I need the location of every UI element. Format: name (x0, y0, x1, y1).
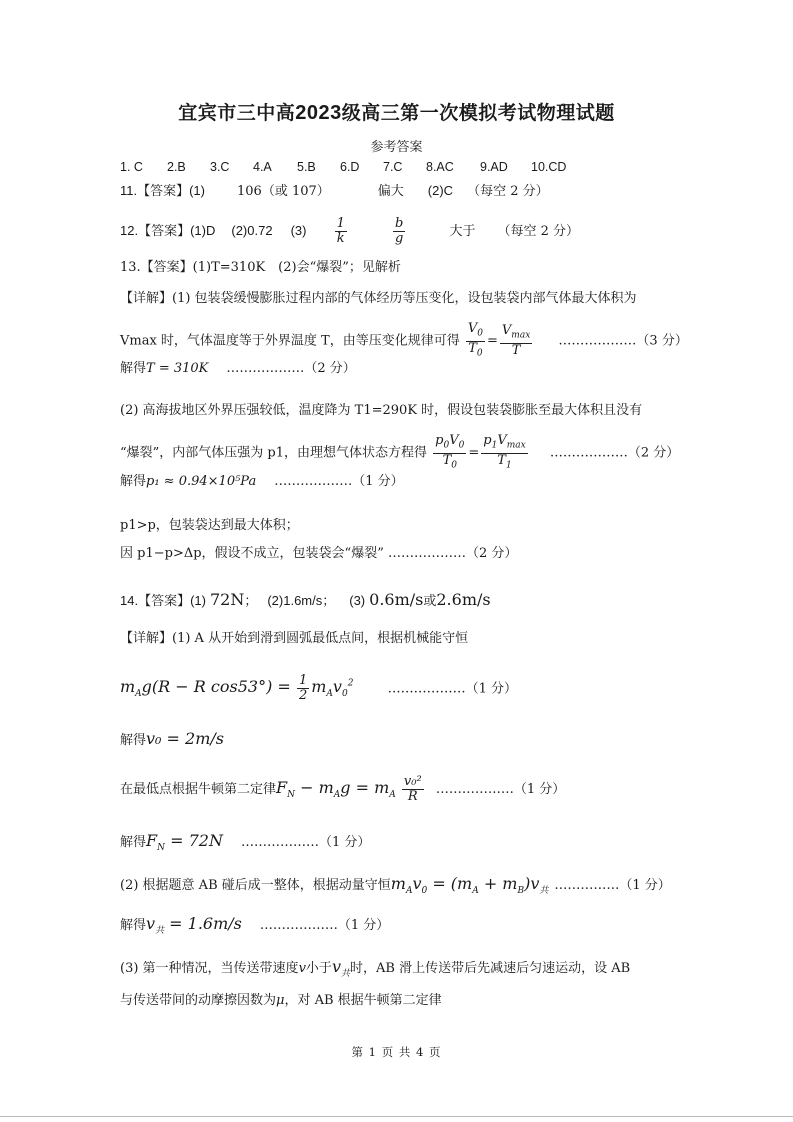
equation: $m_Av_0 = (m_A + m_B)v_共$ (390, 874, 549, 897)
q14-result-2: 解得$F_N = 72N$ ………………（1 分） (120, 831, 371, 854)
score: ………………（2 分） (549, 445, 680, 461)
q14-ans3a: 0.6m/s (369, 590, 424, 609)
fraction-v0sq-over-r: $\frac{\text{v₀²}}{R}$ (403, 774, 422, 804)
q13-detail-7: p1>p，包装袋达到最大体积； (120, 518, 299, 533)
q13-detail-8: 因 p1−p>Δp，假设不成立，包装袋会“爆裂” ………………（2 分） (120, 546, 518, 561)
q14-detail-3: (3) 第一种情况，当传送带速度v小于$v_共$时，AB 滑上传送带后先减速后匀速运动，设 AB (120, 957, 631, 980)
q12-note: （每空 2 分） (497, 224, 580, 239)
page-title (0, 98, 793, 125)
score: ………………（1 分） (387, 681, 517, 697)
q12-fraction-2: $\frac{b}{g}$ (395, 216, 404, 246)
q14-detail-4: 与传送带间的动摩擦因数为μ，对 AB 根据牛顿第二定律 (120, 993, 442, 1008)
q13-result-1: 解得T = 310K ………………（2 分） (120, 361, 356, 376)
q12-ans3: (3) (290, 223, 307, 238)
q11-ans2: 偏大 (377, 184, 404, 199)
q13-result-2: 解得p₁ ≈ 0.94×10⁵Pa ………………（1 分） (120, 474, 404, 489)
title-year: 2023 (295, 102, 342, 124)
title-part-1: 宜宾市三中高 (178, 102, 296, 124)
title-part-2: 级高三第一次模拟考试物理试题 (341, 102, 615, 124)
q13-fraction-p0v0-t0: $\frac{p_0V_0}{T_0}$ (435, 433, 465, 471)
q14-result-1: 解得v₀ = 2m/s (120, 729, 224, 748)
q14-answer: 14.【答案】(1) 72N； (2)1.6m/s； (3) 0.6m/s或2.6m/s (120, 590, 491, 609)
q12-ans2: (2)0.72 (231, 223, 273, 238)
mc-answer: 6.D (340, 160, 360, 174)
score: ………………（1 分） (259, 918, 390, 933)
q11-ans1: 106（或 107） (237, 184, 330, 199)
mc-answer: 8.AC (426, 160, 454, 174)
bottom-rule (0, 1116, 793, 1117)
q11-ans3: (2)C (427, 183, 454, 198)
q14-newton-equation: 在最低点根据牛顿第二定律$F_N - m_Ag = m_A$ $\frac{\text{v₀²}}{R}$ ………………（1 分） (120, 774, 566, 804)
score: ………………（3 分） (558, 333, 688, 349)
score: ………………（1 分） (274, 474, 404, 489)
equation: $F_N = 72N$ (146, 831, 223, 854)
q12-fraction-1: $\frac{1}{k}$ (336, 216, 345, 246)
score: ………………（1 分） (240, 835, 371, 850)
q13-detail-5: “爆裂”，内部气体压强为 p1，由理想气体状态方程得 $\frac{p_0V_0}{T_0}$ = $\frac{p_1V_{max}}{T_1}$ ………………（2 分） (120, 433, 680, 471)
score: ………………（1 分） (435, 782, 566, 797)
q13-detail-1: 【详解】(1) 包装袋缓慢膨胀过程内部的气体经历等压变化，设包装袋内部气体最大体积为 (120, 291, 637, 306)
q13-detail-4: (2) 高海拔地区外界压强较低，温度降为 T1=290K 时，假设包装袋膨胀至最大体积且没有 (120, 403, 643, 418)
q12-answer (120, 214, 733, 248)
q14-momentum: (2) 根据题意 AB 碰后成一整体，根据动量守恒$m_Av_0 = (m_A + m_B)v_共$ ……………（1 分） (120, 874, 671, 897)
equation: v₀ = 2m/s (146, 729, 224, 748)
q14-result-3: 解得$v_共 = 1.6m/s$ ………………（1 分） (120, 914, 390, 937)
mc-answer: 10.CD (531, 160, 567, 174)
fraction-one-half: $\frac{1}{2}$ (298, 673, 308, 704)
score: ………………（2 分） (226, 361, 356, 376)
mc-answer: 7.C (383, 160, 403, 174)
subtitle: 参考答案 (370, 140, 423, 155)
q12-ans4: 大于 (449, 224, 476, 239)
mc-answer: 4.A (253, 160, 272, 174)
equation: T = 310K (146, 361, 209, 376)
q13-fraction-p1vmax-t1: $\frac{p_1V_{max}}{T_1}$ (483, 433, 526, 471)
equation: $v_共 = 1.6m/s$ (146, 914, 242, 937)
score: ……………（1 分） (554, 878, 671, 893)
q14-ans1: 72N (209, 590, 245, 609)
mc-answer: 1. C (120, 160, 143, 174)
q13-header: 13.【答案】(1)T=310K (2)会“爆裂”；见解析 (120, 260, 401, 275)
q11-note: （每空 2 分） (467, 184, 549, 199)
q13-fraction-v0-t0: $\frac{V_0}{T_0}$ (467, 321, 483, 359)
q13-fraction-vmax-t: $\frac{V_{max}}{T}$ (501, 323, 531, 358)
equation: p₁ ≈ 0.94×10⁵Pa (146, 474, 257, 489)
mc-answers (120, 158, 733, 177)
mc-answer: 3.C (210, 160, 230, 174)
q13-detail-2: Vmax 时，气体温度等于外界温度 T，由等压变化规律可得 $\frac{V_0}{T_0}$ = $\frac{V_{max}}{T}$ ………………（3 分） (120, 321, 688, 359)
q14-detail-1: 【详解】(1) A 从开始到滑到圆弧最低点间，根据机械能守恒 (120, 631, 469, 646)
q14-energy-equation: $m_Ag(R - R$ cos53°) = $\frac{1}{2}$ $m_Av_0^2$ ………………（1 分） (120, 673, 517, 704)
q12-prefix: 12.【答案】(1)D (120, 223, 216, 238)
mc-answer: 9.AD (480, 160, 508, 174)
q11-prefix: 11.【答案】(1) (120, 183, 205, 198)
mc-answer: 5.B (297, 160, 316, 174)
q14-ans3b: 2.6m/s (436, 590, 491, 609)
page-footer: 第 1 页 共 4 页 (351, 1045, 442, 1059)
mc-answer: 2.B (167, 160, 186, 174)
q14-ans2: (2)1.6m/s； (267, 593, 336, 608)
q11-answer (120, 182, 733, 201)
